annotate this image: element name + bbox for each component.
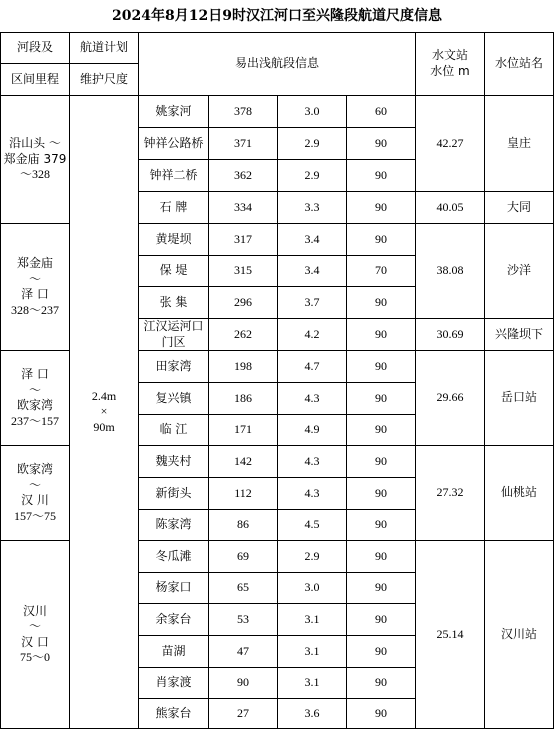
station-name: 兴隆坝下 [485, 319, 554, 351]
shoal-mileage: 69 [209, 541, 278, 573]
shoal-width: 90 [347, 699, 416, 729]
section-reach-line: 汉 川 [21, 493, 49, 508]
section-reach-line: ～ [28, 477, 41, 492]
section-reach-line: 郑金庙 [16, 255, 53, 270]
section-reach-line: 泽 口 [21, 367, 49, 381]
shoal-width: 90 [347, 478, 416, 510]
shoal-depth: 4.5 [278, 510, 347, 541]
shoal-mileage: 315 [209, 256, 278, 287]
shoal-depth: 4.3 [278, 446, 347, 478]
station-water-level: 25.14 [416, 541, 485, 729]
shoal-depth: 3.1 [278, 636, 347, 668]
shoal-name: 钟祥公路桥 [139, 128, 209, 160]
shoal-width: 60 [347, 96, 416, 128]
section-reach-line: 欧家湾 [16, 462, 53, 476]
station-name: 仙桃站 [485, 446, 554, 541]
section-reach-line: 汉 口 [21, 634, 49, 649]
header-station-name: 水位站名 [485, 33, 554, 96]
header-reach: 河段及 [1, 33, 70, 64]
shoal-depth: 4.3 [278, 383, 347, 415]
shoal-name: 冬瓜滩 [139, 541, 209, 573]
shoal-mileage: 378 [209, 96, 278, 128]
shoal-width: 90 [347, 510, 416, 541]
maintenance-depth: 2.4m [91, 388, 117, 403]
shoal-name: 熊家台 [139, 699, 209, 729]
section-reach-line: 237～157 [10, 413, 59, 428]
shoal-name: 石 牌 [139, 192, 209, 224]
station-name: 汉川站 [485, 541, 554, 729]
shoal-depth: 3.0 [278, 96, 347, 128]
header-shallow-sections: 易出浅航段信息 [139, 33, 416, 96]
shoal-mileage: 142 [209, 446, 278, 478]
section-reach [1, 224, 70, 351]
header-station-level-line2: 水位 m [430, 64, 470, 78]
shoal-mileage: 262 [209, 319, 278, 351]
shoal-mileage: 362 [209, 160, 278, 192]
section-reach-line: 157～75 [13, 508, 56, 523]
section-reach-line: 沿山头 ～ [9, 136, 61, 151]
shoal-name: 杨家口 [139, 573, 209, 604]
shoal-mileage: 90 [209, 668, 278, 699]
shoal-name: 黄堤坝 [139, 224, 209, 256]
station-name: 岳口站 [485, 351, 554, 446]
header-mileage: 区间里程 [1, 64, 70, 96]
shoal-width: 90 [347, 415, 416, 446]
shoal-depth: 3.0 [278, 573, 347, 604]
shoal-name: 姚家河 [139, 96, 209, 128]
shoal-depth: 4.3 [278, 478, 347, 510]
shoal-depth: 4.9 [278, 415, 347, 446]
shoal-width: 90 [347, 192, 416, 224]
station-name: 沙洋 [485, 224, 554, 319]
shoal-width: 90 [347, 351, 416, 383]
section-reach-line: ～ [28, 619, 41, 634]
station-water-level: 40.05 [416, 192, 485, 224]
section-reach-line: 欧家湾 [16, 398, 53, 413]
header-dimension: 维护尺度 [70, 64, 139, 96]
section-reach-line: 泽 口 [21, 287, 49, 302]
section-reach [1, 96, 70, 224]
section-reach-line: ～328 [19, 167, 50, 182]
shoal-depth: 3.6 [278, 699, 347, 729]
shoal-depth: 3.1 [278, 668, 347, 699]
header-station-level-line1: 水文站 [431, 48, 468, 63]
shoal-mileage: 65 [209, 573, 278, 604]
shoal-width: 90 [347, 573, 416, 604]
section-reach-line: 汉川 [22, 603, 47, 618]
station-water-level: 38.08 [416, 224, 485, 319]
section-reach-line: 75～0 [19, 650, 50, 665]
shoal-width: 90 [347, 128, 416, 160]
shoal-width: 90 [347, 224, 416, 256]
shoal-width: 70 [347, 256, 416, 287]
shoal-depth: 3.3 [278, 192, 347, 224]
channel-info-table [0, 32, 554, 729]
shoal-depth: 4.2 [278, 319, 347, 351]
shoal-mileage: 47 [209, 636, 278, 668]
shoal-mileage: 86 [209, 510, 278, 541]
shoal-mileage: 198 [209, 351, 278, 383]
shoal-depth: 2.9 [278, 128, 347, 160]
shoal-width: 90 [347, 604, 416, 636]
station-water-level: 29.66 [416, 351, 485, 446]
shoal-name: 田家湾 [139, 351, 209, 383]
page-title: 2024年8月12日9时汉江河口至兴隆段航道尺度信息 [112, 8, 442, 24]
shoal-width: 90 [347, 446, 416, 478]
shoal-depth: 3.7 [278, 287, 347, 319]
section-reach [1, 541, 70, 729]
shoal-width: 90 [347, 636, 416, 668]
shoal-mileage: 186 [209, 383, 278, 415]
shoal-name: 苗湖 [139, 636, 209, 668]
maintenance-times: × [100, 404, 108, 419]
shoal-depth: 4.7 [278, 351, 347, 383]
shoal-mileage: 53 [209, 604, 278, 636]
shoal-width: 90 [347, 541, 416, 573]
shoal-width: 90 [347, 287, 416, 319]
shoal-name: 肖家渡 [139, 668, 209, 699]
shoal-name: 余家台 [139, 604, 209, 636]
station-water-level: 30.69 [416, 319, 485, 351]
section-reach-line: 郑金庙 379 [3, 151, 67, 166]
shoal-mileage: 27 [209, 699, 278, 729]
shoal-depth: 3.1 [278, 604, 347, 636]
section-reach-line: 328～237 [10, 302, 59, 317]
shoal-depth: 2.9 [278, 541, 347, 573]
shoal-name: 临 江 [139, 415, 209, 446]
shoal-name: 复兴镇 [139, 383, 209, 415]
shoal-mileage: 371 [209, 128, 278, 160]
shoal-width: 90 [347, 383, 416, 415]
header-station-level [416, 33, 485, 96]
shoal-name: 新街头 [139, 478, 209, 510]
shoal-mileage: 334 [209, 192, 278, 224]
shoal-name: 钟祥二桥 [139, 160, 209, 192]
header-plan: 航道计划 [70, 33, 139, 64]
shoal-width: 90 [347, 668, 416, 699]
section-reach [1, 351, 70, 446]
maintenance-width: 90m [93, 419, 115, 434]
shoal-name: 张 集 [139, 287, 209, 319]
station-water-level: 27.32 [416, 446, 485, 541]
section-reach [1, 446, 70, 541]
shoal-width: 90 [347, 160, 416, 192]
shoal-depth: 2.9 [278, 160, 347, 192]
shoal-width: 90 [347, 319, 416, 351]
table-row [1, 96, 554, 128]
shoal-depth: 3.4 [278, 256, 347, 287]
shoal-depth: 3.4 [278, 224, 347, 256]
station-name: 皇庄 [485, 96, 554, 192]
shoal-mileage: 317 [209, 224, 278, 256]
shoal-mileage: 112 [209, 478, 278, 510]
shoal-name: 保 堤 [139, 256, 209, 287]
maintenance-dimension [70, 96, 139, 729]
shoal-mileage: 296 [209, 287, 278, 319]
section-reach-line: ～ [28, 382, 41, 397]
section-reach-line: ～ [28, 271, 41, 286]
station-water-level: 42.27 [416, 96, 485, 192]
shoal-name: 江汉运河口门区 [139, 319, 209, 351]
shoal-name: 魏夹村 [139, 446, 209, 478]
shoal-name: 陈家湾 [139, 510, 209, 541]
station-name: 大同 [485, 192, 554, 224]
shoal-mileage: 171 [209, 415, 278, 446]
